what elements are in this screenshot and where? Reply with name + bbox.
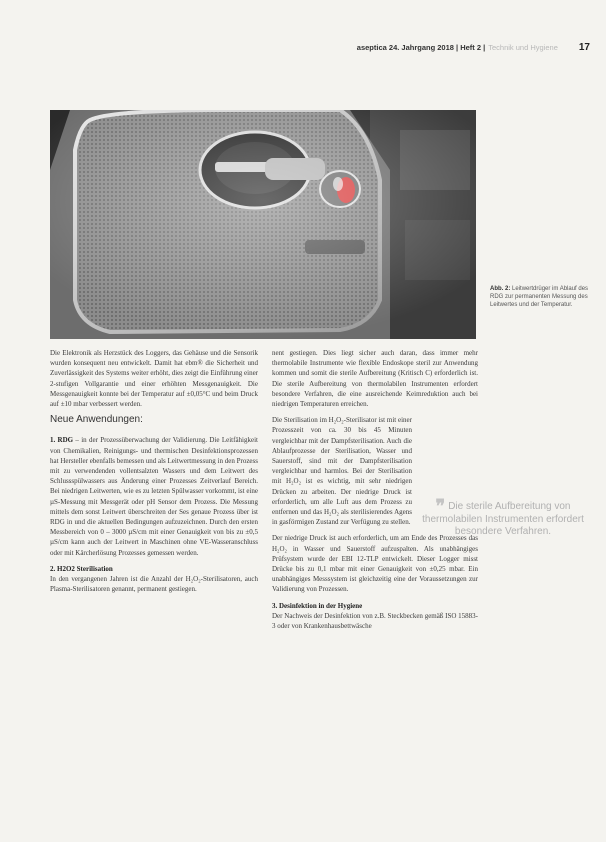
section-rdg-body: – in der Prozessüberwachung der Validierung. Die Leitfähigkeit von Chemikalien, Reinigungs- und thermischen Desinfektionsprozessen hat Hersteller ebenfalls bemessen und als Leitwertmessung in den Prozess mit zu verwendenden vollentsalzten Wassers und dem Leitwert des Schlussspülwassers aus Änderung einer Prozesses Zeitverlauf Bereich. Bei niedrigen Leitwerten, wie es zu letzten Spülwasser vorkommt, ist eine µS-Messung mit Messgerät oder pH Sensor dem Prozess. Die Messung mittels dem sonst Leitwert überschreiten der Ses genaue Prozess über ist RDG in und die aktuellen Bedingungen aufzuzeichnen. Durch den ersten Messbereich von 0 – 3000 µS/cm mit einer Genauigkeit von bis zu ±0,5 µS/cm kann auch der Leitwert in Maschinen ohne VE-Wasseranschluss oder mit Kärcherlösung Prozesses gemessen werden. [50,436,258,557]
quote-mark-icon: ❞ [435,496,446,516]
section-rdg-paragraph [50,435,258,557]
caption-label: Abb. 2: [490,286,511,292]
section-h2o2-body: In den vergangenen Jahren ist die Anzahl der H₂O₂-Sterilisatoren, auch Plasma-Sterilisatoren genannt, permanent gestiegen. [50,575,258,594]
section-title: Technik und Hygiene [488,42,558,52]
page-number: 17 [578,41,590,53]
right-column [272,348,478,637]
washer-basket-illustration [50,110,476,339]
pull-quote [418,496,588,539]
pull-quote-text: Die sterile Aufbereitung von thermolabilen Instrumenten erfordert besondere Verfahren. [422,501,584,537]
left-column [50,348,258,600]
section-h2o2-title: 2. H2O2 Sterilisation [50,564,113,573]
subheading-new-applications: Neue Anwendungen: [50,414,143,426]
intro-paragraph: Die Elektronik als Herzstück des Loggers, das Gehäuse und die Sensorik wurden konsequent neu entwickelt. Damit hat ebm® die Sicherheit und Zuverlässigkeit des Systems weiter erhöht, dies zeigt die Einführung einer 2-stufigen Vollgarantie und einer erhöhten Messgenauigkeit. Die Messgenauigkeit konnte bei der Temperatur auf ±0,05°C und beim Druck auf ±10 mbar verbessert werden. [50,349,259,409]
section-disinfection-title: 3. Desinfektion in der Hygiene [272,601,363,610]
journal-info: aseptica 24. Jahrgang 2018 | Heft 2 | [356,42,486,52]
section-disinfection-body: Der Nachweis der Desinfektion von z.B. Steckbecken gemäß ISO 15883-3 oder von Krankenhausbettwäsche [272,611,478,631]
device-photo [50,110,476,339]
section-rdg-title: 1. RDG [50,436,74,445]
right-paragraph-3: Der niedrige Druck ist auch erforderlich, um am Ende des Prozesses das H₂O₂ in Wasser und Sauerstoff aufzuspalten. Als unabhängiges Prüfsystem wurde der EBI 12-TLP entwickelt. Dieser Logger misst Drücke bis zu 0,1 mbar mit einer Genauigkeit von ±0,25 mbar. Ein unabhängiges Messsystem ist gleichzeitig eine der Voraussetzungen zur Validierung von Prozessen. [272,534,478,594]
caption-text: Leitwertdrüger im Ablauf des RDG zur permanenten Messung des Leitwertes und der Temperatur. [490,286,589,308]
right-paragraph-2: Die Sterilisation im H₂O₂-Sterilisator ist mit einer Prozesszeit von ca. 30 bis 45 Minuten vergleichbar mit der Dampfsterilisation. Auch die Ablaufprozesse der Sterilisation, Wasser und Sauerstoff, sind mit der Dampfsterilisation vergleichbar und harmlos. Bei der Sterilisation mit H₂O₂ ist es wichtig, mit sehr niedrigen Drücken zu arbeiten. Der niedrige Druck ist erforderlich, um alle Luft aus dem Prozess zu entfernen und das H₂O₂ als sterilisierendes Agens in gasförmigen Zustand zur Verfügung zu stellen. [272,416,412,527]
running-header [300,40,590,54]
figure-caption [490,285,590,309]
right-paragraph-1: nent gestiegen. Dies liegt sicher auch daran, dass immer mehr thermolabile Instrumente wie flexible Endoskope steril zur Anwendung kommen und somit die sterile Aufbereitung (Kritisch C) erforderlich ist. Die sterile Aufbereitung von thermolabilen Instrumenten erfordert besondere Verfahren, die eine ausreichende Keimreduktion auch bei niedrigen Temperaturen erreichen. [272,349,478,409]
